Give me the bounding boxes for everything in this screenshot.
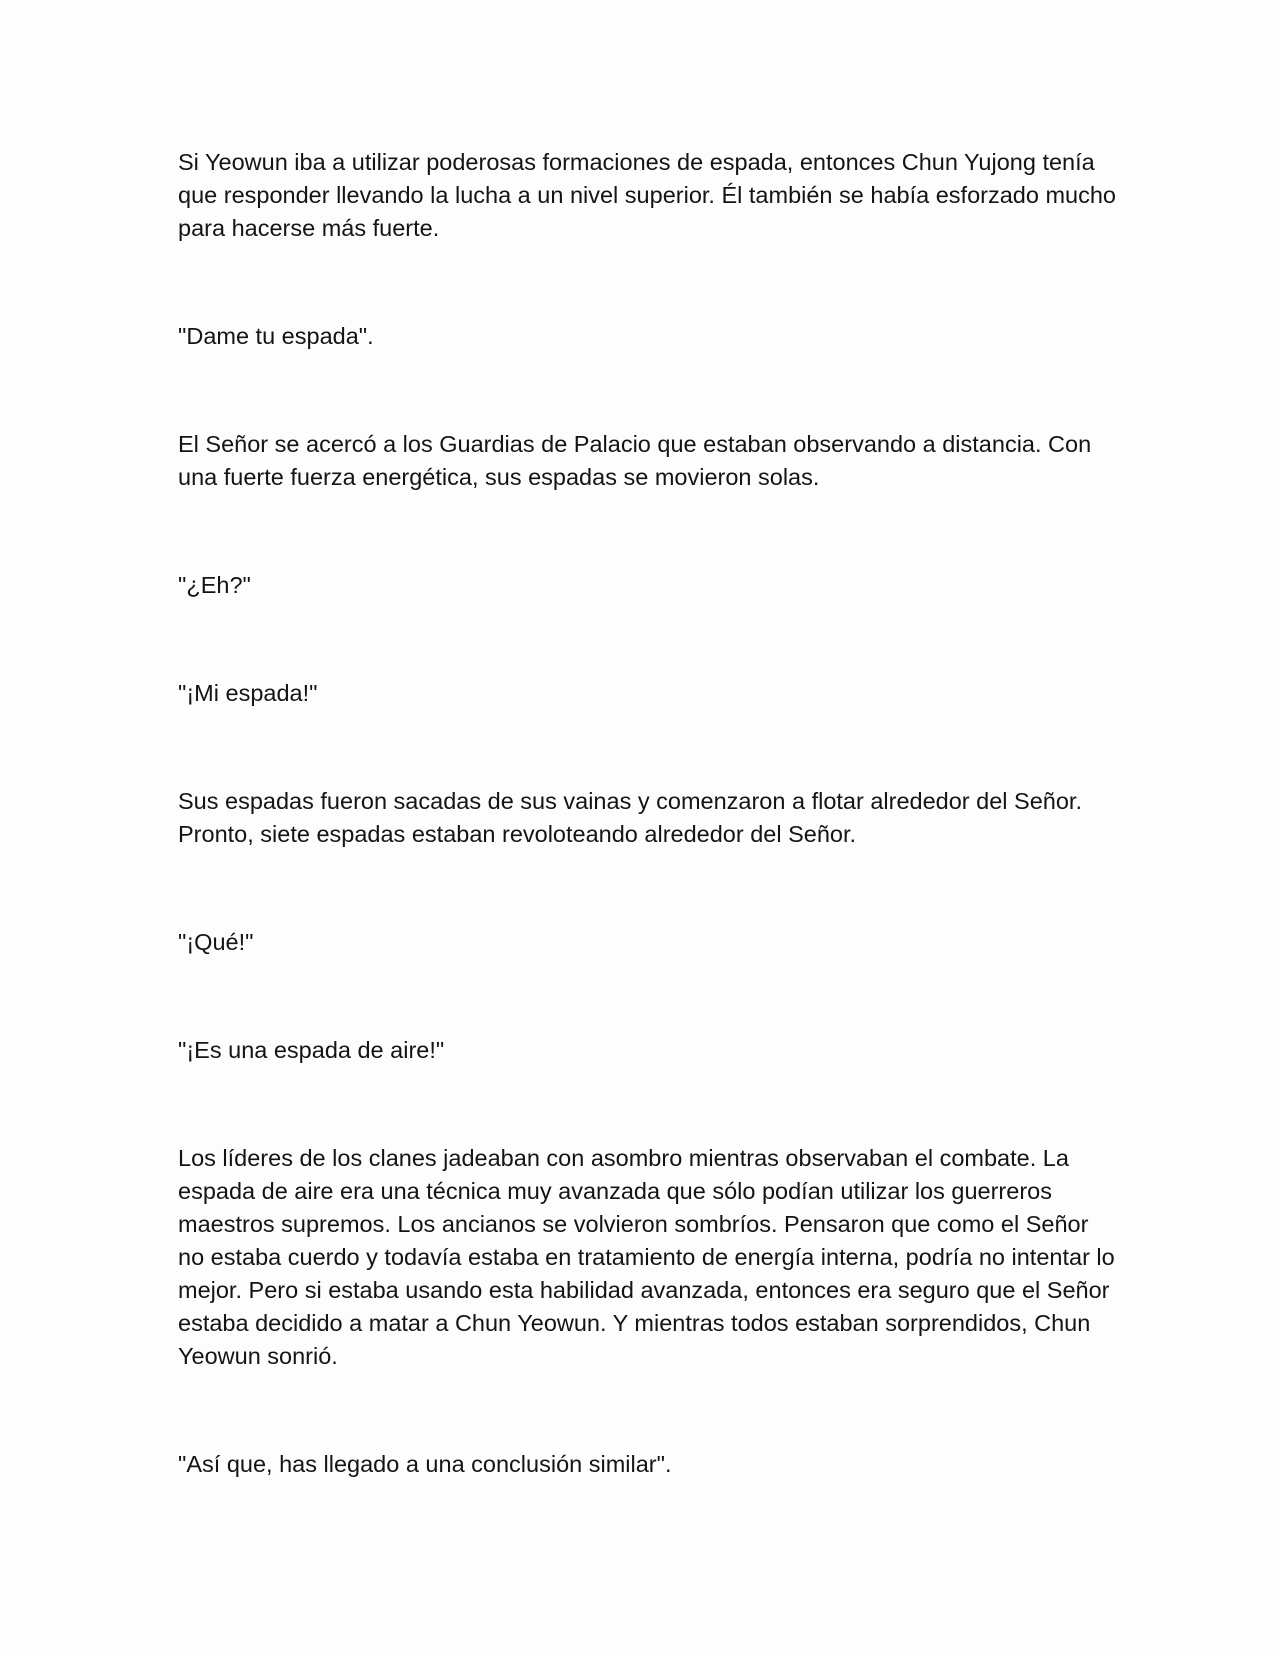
document-body (178, 146, 1118, 1481)
paragraph-gap (178, 959, 1118, 1034)
paragraph-gap (178, 1373, 1118, 1448)
paragraph-gap (178, 602, 1118, 677)
dialogue-line: "¿Eh?" (178, 572, 251, 598)
paragraph-gap (178, 353, 1118, 428)
dialogue-line: "¡Mi espada!" (178, 680, 318, 706)
paragraph: El Señor se acercó a los Guardias de Palacio que estaban observando a distancia. Con una fuerte fuerza energética, sus espadas se movieron solas. (178, 431, 1092, 490)
dialogue-line: "¡Es una espada de aire!" (178, 1037, 445, 1063)
paragraph-gap (178, 494, 1118, 569)
paragraph: Si Yeowun iba a utilizar poderosas formaciones de espada, entonces Chun Yujong tenía que responder llevando la lucha a un nivel superior. Él también se había esforzado mucho para hacerse más fuerte. (178, 149, 1116, 241)
paragraph-gap (178, 851, 1118, 926)
paragraph-gap (178, 245, 1118, 320)
dialogue-line: "Así que, has llegado a una conclusión similar". (178, 1451, 672, 1477)
dialogue-line: "Dame tu espada". (178, 323, 374, 349)
paragraph-gap (178, 710, 1118, 785)
paragraph-gap (178, 1067, 1118, 1142)
dialogue-line: "¡Qué!" (178, 929, 254, 955)
paragraph: Sus espadas fueron sacadas de sus vainas y comenzaron a flotar alrededor del Señor. Pronto, siete espadas estaban revoloteando alrededor del Señor. (178, 788, 1082, 847)
paragraph: Los líderes de los clanes jadeaban con asombro mientras observaban el combate. La espada de aire era una técnica muy avanzada que sólo podían utilizar los guerreros maestros supremos. Los ancianos se volvieron sombríos. Pensaron que como el Señor no estaba cuerdo y todavía estaba en tratamiento de energía interna, podría no intentar lo mejor. Pero si estaba usando esta habilidad avanzada, entonces era seguro que el Señor estaba decidido a matar a Chun Yeowun. Y mientras todos estaban sorprendidos, Chun Yeowun sonrió. (178, 1145, 1115, 1369)
